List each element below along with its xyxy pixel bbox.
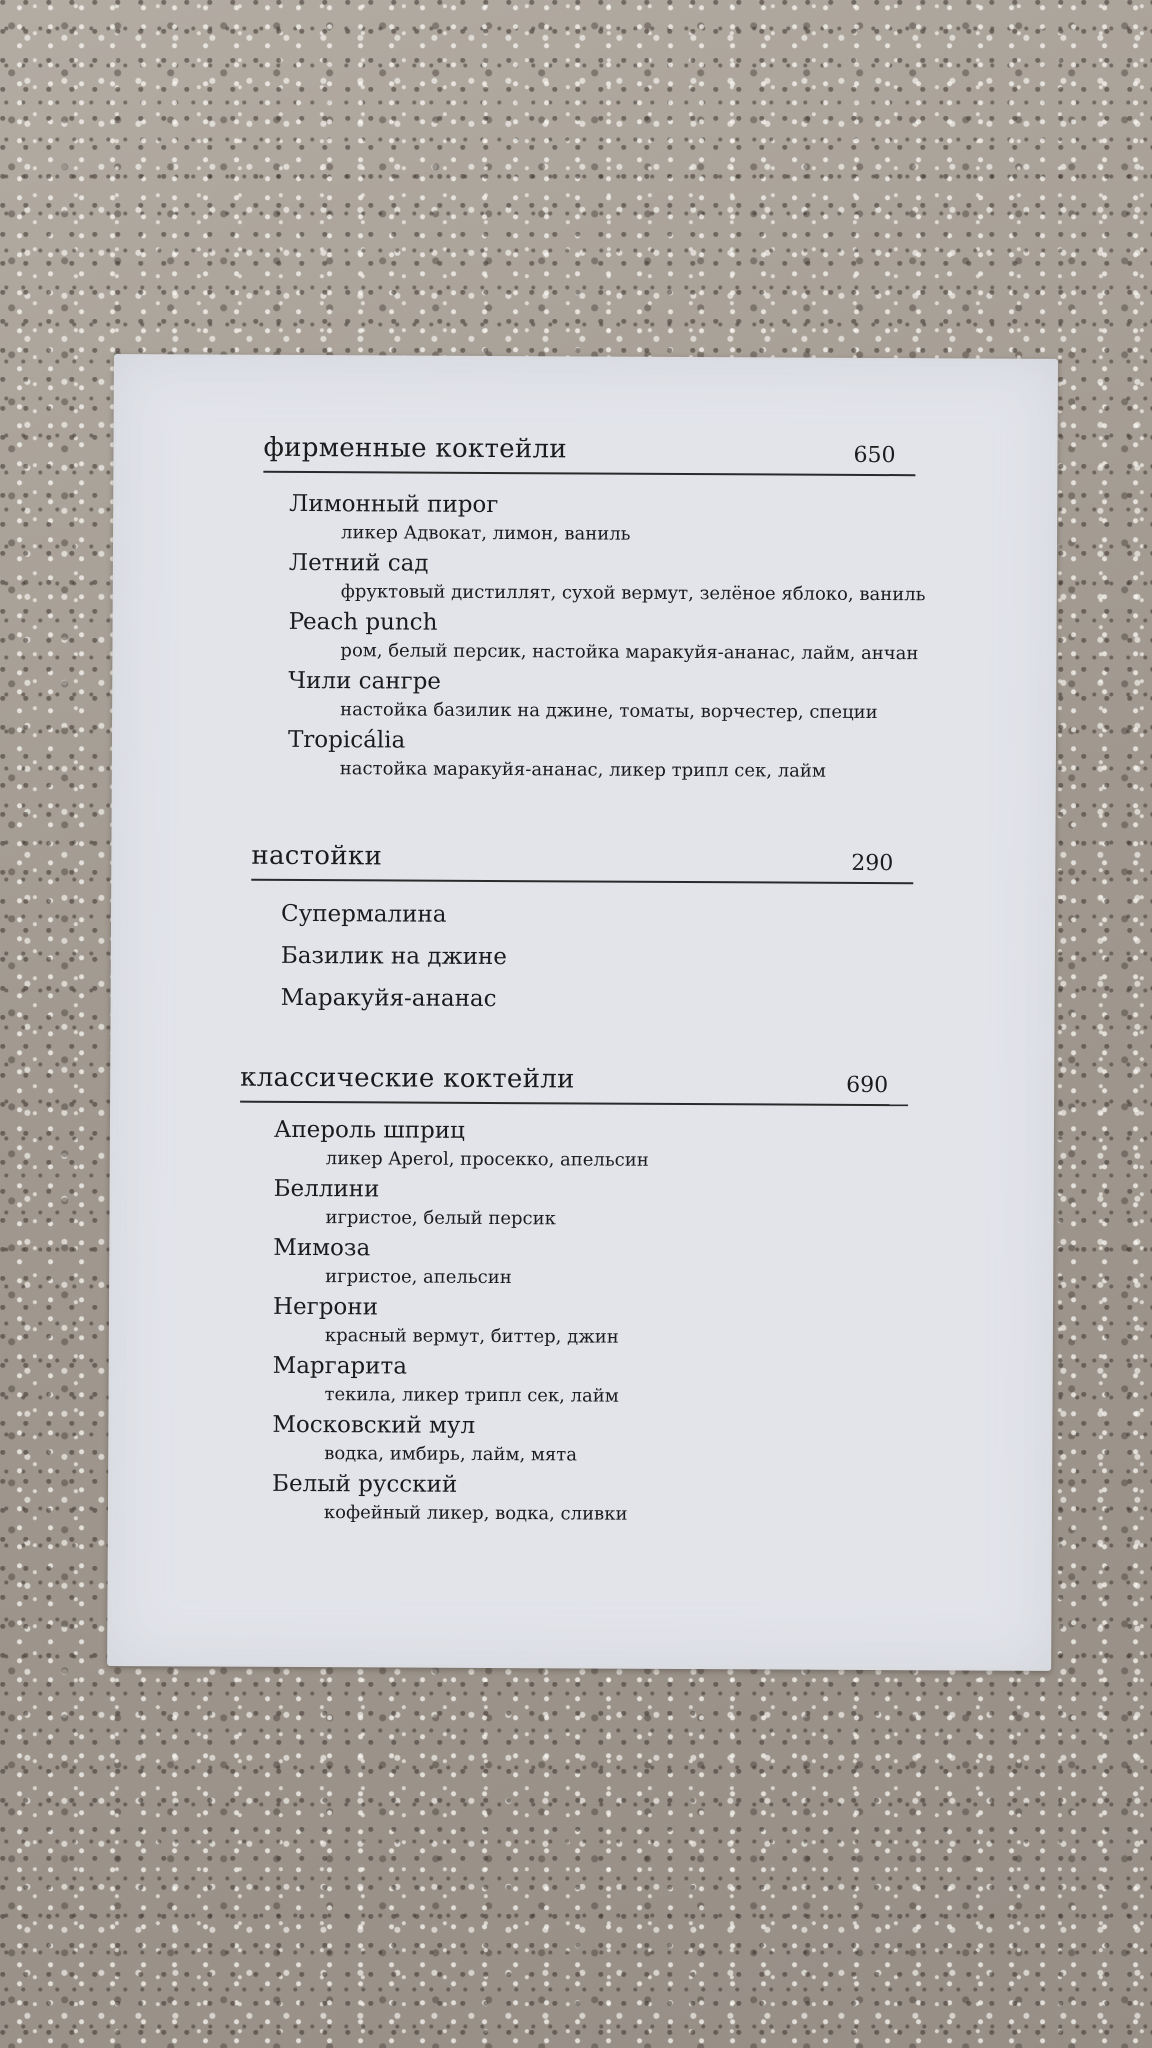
item-description: ром, белый персик, настойка маракуйя-ананас, лайм, анчан (340, 640, 919, 665)
item-name: Московский мул (272, 1411, 476, 1439)
menu-item (288, 666, 914, 727)
item-name: Мимоза (273, 1234, 371, 1262)
item-description: игристое, апельсин (325, 1266, 512, 1289)
menu-item (272, 1410, 906, 1471)
item-list (251, 881, 914, 1022)
section-title: фирменные коктейли (263, 432, 568, 465)
menu-item (288, 607, 919, 668)
item-name: Апероль шприц (273, 1116, 465, 1144)
item-name: Беллини (273, 1175, 380, 1203)
item-name: Маракуйя-ананас (280, 984, 497, 1013)
menu-item (288, 725, 914, 786)
menu-item (288, 548, 926, 609)
section-header (263, 425, 915, 476)
item-description: ликер Aperol, просекко, апельсин (325, 1148, 649, 1171)
section-classic-cocktails (238, 1055, 908, 1531)
item-name: Лимонный пирог (289, 490, 499, 519)
menu-item (289, 489, 915, 550)
item-name: Базилик на джине (280, 942, 507, 971)
item-description: красный вермут, биттер, джин (324, 1325, 619, 1348)
item-description: водка, имбирь, лайм, мята (324, 1443, 578, 1466)
item-description: фруктовый дистиллят, сухой вермут, зелёное яблоко, ваниль (340, 581, 926, 606)
section-header (251, 833, 913, 884)
section-header (240, 1055, 908, 1106)
section-price: 690 (846, 1072, 889, 1099)
section-price: 290 (851, 850, 894, 877)
menu-item (273, 1233, 907, 1294)
item-name: Чили сангре (288, 667, 442, 695)
item-name: Летний сад (288, 549, 429, 577)
item-description: текила, ликер трипл сек, лайм (324, 1384, 619, 1407)
menu-item (273, 1292, 907, 1353)
item-name: Tropicália (287, 726, 406, 754)
item-name: Маргарита (272, 1352, 408, 1380)
section-title: классические коктейли (240, 1062, 575, 1095)
section-tinctures (251, 833, 914, 1022)
section-price: 650 (853, 442, 896, 469)
item-name: Негрони (272, 1293, 379, 1321)
item-list (262, 473, 926, 786)
item-description: кофейный ликер, водка, сливки (323, 1502, 628, 1525)
menu-item (274, 1115, 908, 1176)
menu-item (272, 1469, 906, 1530)
section-title: настойки (251, 840, 383, 872)
menu-card (107, 354, 1058, 1671)
item-list (238, 1103, 908, 1530)
item-name: Peach punch (288, 608, 438, 636)
section-signature-cocktails (262, 425, 926, 787)
item-description: игристое, белый персик (325, 1207, 556, 1230)
menu-item (272, 1351, 906, 1412)
item-name: Супермалина (281, 900, 447, 928)
item-name: Белый русский (272, 1470, 458, 1498)
item-description: настойка базилик на джине, томаты, ворчестер, специи (340, 699, 878, 724)
menu-item (273, 1174, 907, 1235)
item-description: ликер Адвокат, лимон, ваниль (341, 522, 631, 545)
item-description: настойка маракуйя-ананас, ликер трипл сек, лайм (339, 758, 826, 782)
